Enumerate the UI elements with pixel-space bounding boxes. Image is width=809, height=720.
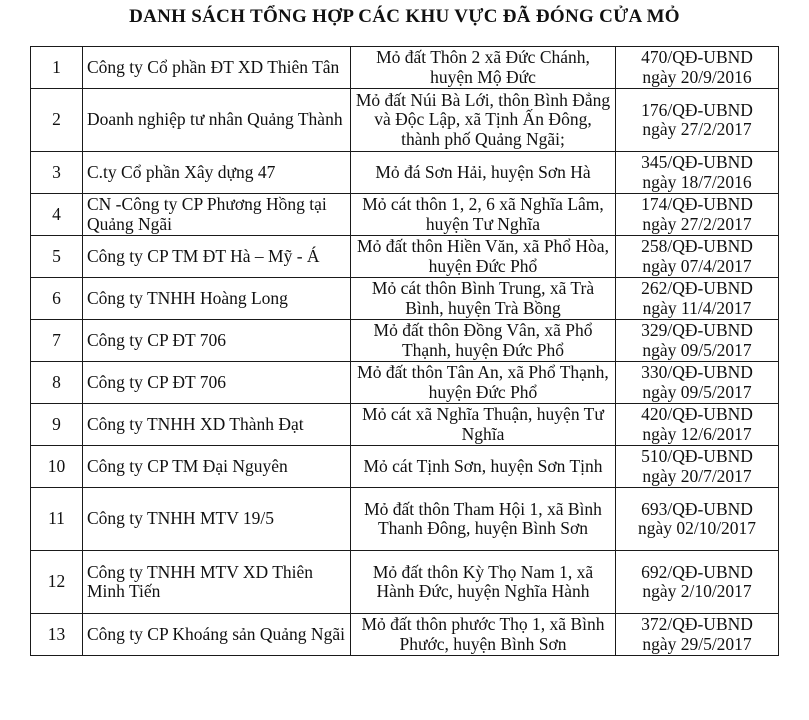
mine-location: Mỏ đất Thôn 2 xã Đức Chánh, huyện Mộ Đức [351, 47, 616, 89]
decision-date: ngày 07/4/2017 [642, 255, 752, 276]
company-name: Công ty CP TM Đại Nguyên [83, 446, 351, 488]
table-row [31, 614, 779, 656]
decision-date: ngày 20/7/2017 [642, 465, 752, 486]
table-row [31, 446, 779, 488]
decision-number: 510/QĐ-UBND [641, 446, 753, 466]
decision-date: ngày 09/5/2017 [642, 339, 752, 360]
company-name: Công ty CP ĐT 706 [83, 320, 351, 362]
table-row [31, 551, 779, 614]
decision-cell [616, 614, 779, 656]
decision-number: 176/QĐ-UBND [641, 99, 753, 120]
company-name: Công ty CP TM ĐT Hà – Mỹ - Á [83, 236, 351, 278]
decision-number: 174/QĐ-UBND [641, 194, 753, 214]
table-row [31, 320, 779, 362]
table-row [31, 47, 779, 89]
decision-date: ngày 2/10/2017 [642, 581, 752, 601]
decision-date: ngày 20/9/2016 [642, 66, 752, 87]
row-number: 2 [31, 89, 83, 152]
decision-cell [616, 446, 779, 488]
row-number: 4 [31, 194, 83, 236]
decision-cell [616, 152, 779, 194]
decision-cell [616, 551, 779, 614]
decision-date: ngày 27/2/2017 [642, 119, 752, 139]
decision-number: 693/QĐ-UBND [641, 498, 753, 519]
company-name: Công ty TNHH Hoàng Long [83, 278, 351, 320]
row-number: 8 [31, 362, 83, 404]
mine-location: Mỏ đất Núi Bà Lới, thôn Bình Đẳng và Độc Lập, xã Tịnh Ấn Đông, thành phố Quảng Ngãi; [351, 89, 616, 152]
mine-location: Mỏ đất thôn Tân An, xã Phổ Thạnh, huyện Đức Phổ [351, 362, 616, 404]
decision-cell [616, 404, 779, 446]
company-name: Công ty CP ĐT 706 [83, 362, 351, 404]
company-name: C.ty Cổ phần Xây dựng 47 [83, 152, 351, 194]
mine-location: Mỏ đất thôn Đồng Vân, xã Phổ Thạnh, huyện Đức Phổ [351, 320, 616, 362]
decision-cell [616, 194, 779, 236]
decision-number: 330/QĐ-UBND [641, 362, 753, 382]
decision-cell [616, 236, 779, 278]
mine-location: Mỏ đất thôn Tham Hội 1, xã Bình Thanh Đông, huyện Bình Sơn [351, 488, 616, 551]
mine-location: Mỏ cát Tịnh Sơn, huyện Sơn Tịnh [351, 446, 616, 488]
decision-date: ngày 29/5/2017 [642, 633, 752, 654]
company-name: Công ty Cổ phần ĐT XD Thiên Tân [83, 47, 351, 89]
decision-date: ngày 12/6/2017 [642, 423, 752, 444]
table-row [31, 488, 779, 551]
decision-date: ngày 27/2/2017 [642, 213, 752, 234]
company-name: Doanh nghiệp tư nhân Quảng Thành [83, 89, 351, 152]
table-row [31, 194, 779, 236]
decision-number: 329/QĐ-UBND [641, 320, 753, 340]
row-number: 10 [31, 446, 83, 488]
mine-location: Mỏ đất thôn Kỳ Thọ Nam 1, xã Hành Đức, huyện Nghĩa Hành [351, 551, 616, 614]
row-number: 6 [31, 278, 83, 320]
row-number: 7 [31, 320, 83, 362]
decision-number: 258/QĐ-UBND [641, 236, 753, 256]
decision-cell [616, 362, 779, 404]
decision-cell [616, 320, 779, 362]
row-number: 11 [31, 488, 83, 551]
row-number: 1 [31, 47, 83, 89]
row-number: 12 [31, 551, 83, 614]
decision-date: ngày 18/7/2016 [642, 171, 752, 192]
table-row [31, 362, 779, 404]
row-number: 3 [31, 152, 83, 194]
table-row [31, 404, 779, 446]
mine-location: Mỏ đá Sơn Hải, huyện Sơn Hà [351, 152, 616, 194]
mine-location: Mỏ đất thôn Hiền Văn, xã Phổ Hòa, huyện Đức Phổ [351, 236, 616, 278]
row-number: 13 [31, 614, 83, 656]
decision-cell [616, 488, 779, 551]
decision-cell [616, 89, 779, 152]
closed-mines-table [30, 46, 779, 656]
mine-location: Mỏ cát thôn 1, 2, 6 xã Nghĩa Lâm, huyện Tư Nghĩa [351, 194, 616, 236]
decision-number: 372/QĐ-UBND [641, 614, 753, 634]
company-name: Công ty TNHH MTV 19/5 [83, 488, 351, 551]
decision-number: 262/QĐ-UBND [641, 278, 753, 298]
table-row [31, 236, 779, 278]
table-row [31, 89, 779, 152]
mine-location: Mỏ cát thôn Bình Trung, xã Trà Bình, huyện Trà Bồng [351, 278, 616, 320]
decision-cell [616, 278, 779, 320]
company-name: Công ty CP Khoáng sản Quảng Ngãi [83, 614, 351, 656]
decision-date: ngày 09/5/2017 [642, 381, 752, 402]
mine-location: Mỏ cát xã Nghĩa Thuận, huyện Tư Nghĩa [351, 404, 616, 446]
company-name: Công ty TNHH MTV XD Thiên Minh Tiến [83, 551, 351, 614]
decision-number: 692/QĐ-UBND [641, 561, 753, 582]
table-body [31, 47, 779, 656]
company-name: CN -Công ty CP Phương Hồng tại Quảng Ngãi [83, 194, 351, 236]
decision-number: 420/QĐ-UBND [641, 404, 753, 424]
mine-location: Mỏ đất thôn phước Thọ 1, xã Bình Phước, huyện Bình Sơn [351, 614, 616, 656]
decision-number: 470/QĐ-UBND [641, 47, 753, 67]
table-row [31, 278, 779, 320]
row-number: 9 [31, 404, 83, 446]
company-name: Công ty TNHH XD Thành Đạt [83, 404, 351, 446]
decision-number: 345/QĐ-UBND [641, 152, 753, 172]
row-number: 5 [31, 236, 83, 278]
decision-date: ngày 02/10/2017 [637, 518, 757, 538]
decision-date: ngày 11/4/2017 [642, 297, 752, 318]
document-title: DANH SÁCH TỔNG HỢP CÁC KHU VỰC ĐÃ ĐÓNG CỬA MỎ [129, 6, 680, 27]
decision-cell [616, 47, 779, 89]
table-row [31, 152, 779, 194]
